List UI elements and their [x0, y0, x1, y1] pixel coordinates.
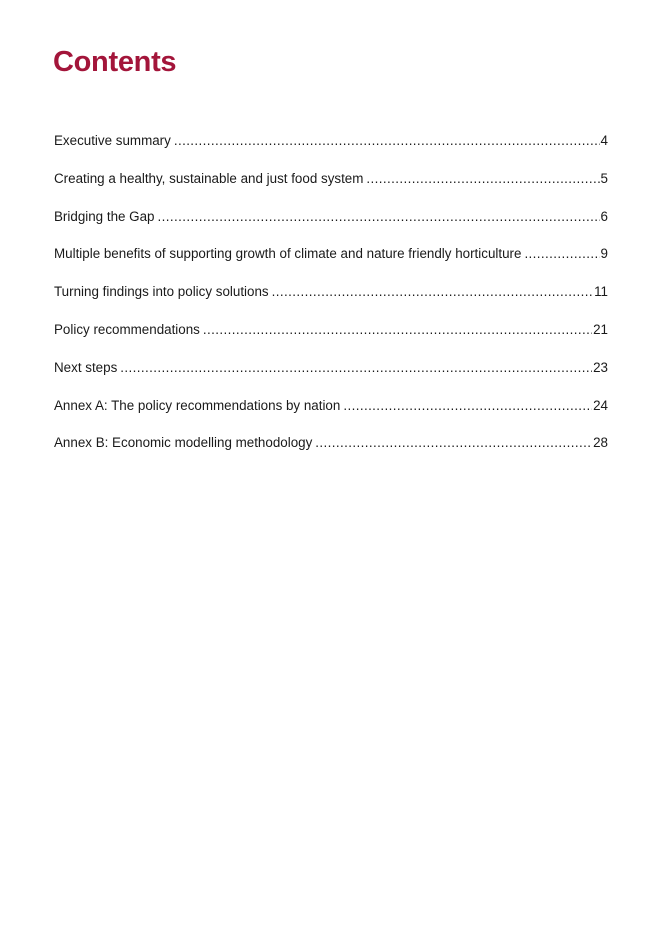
toc-entry-next-steps[interactable] — [54, 357, 608, 395]
toc-entry-page-number: 21 — [593, 321, 608, 337]
toc-entry-label: Bridging the Gap — [54, 208, 155, 224]
toc-entry-label: Multiple benefits of supporting growth of climate and nature friendly horticulture — [54, 246, 522, 262]
toc-entry-page-number: 23 — [593, 359, 608, 375]
toc-entry-page-number: 11 — [594, 284, 608, 300]
table-of-contents — [54, 130, 608, 470]
toc-entry-label: Turning findings into policy solutions — [54, 284, 269, 300]
toc-dot-leader — [524, 243, 599, 265]
toc-entry-page-number: 28 — [593, 435, 608, 451]
toc-dot-leader — [174, 130, 600, 152]
toc-dot-leader — [120, 357, 592, 379]
toc-entry-policy-recommendations[interactable] — [54, 319, 608, 357]
toc-entry-page-number: 6 — [600, 208, 608, 224]
toc-dot-leader — [203, 319, 592, 341]
toc-dot-leader — [343, 395, 592, 417]
toc-entry-healthy-food-system[interactable] — [54, 168, 608, 206]
toc-entry-annex-b[interactable] — [54, 432, 608, 470]
toc-entry-policy-solutions[interactable] — [54, 281, 608, 319]
toc-entry-executive-summary[interactable] — [54, 130, 608, 168]
toc-dot-leader — [158, 206, 600, 228]
toc-entry-label: Executive summary — [54, 133, 171, 148]
toc-entry-label: Annex A: The policy recommendations by nation — [54, 397, 341, 413]
toc-entry-label: Policy recommendations — [54, 321, 200, 337]
toc-entry-multiple-benefits[interactable] — [54, 243, 608, 281]
toc-entry-bridging-the-gap[interactable] — [54, 206, 608, 244]
toc-entry-annex-a[interactable] — [54, 395, 608, 433]
toc-entry-page-number: 24 — [593, 397, 608, 413]
toc-entry-page-number: 4 — [600, 133, 608, 148]
toc-dot-leader — [315, 432, 592, 454]
toc-entry-page-number: 5 — [600, 170, 608, 186]
toc-entry-label: Annex B: Economic modelling methodology — [54, 435, 313, 451]
toc-dot-leader — [272, 281, 593, 303]
toc-entry-page-number: 9 — [600, 246, 608, 262]
page-title: Contents — [53, 46, 177, 78]
toc-entry-label: Next steps — [54, 359, 118, 375]
toc-entry-label: Creating a healthy, sustainable and just food system — [54, 170, 364, 186]
toc-dot-leader — [366, 168, 599, 190]
